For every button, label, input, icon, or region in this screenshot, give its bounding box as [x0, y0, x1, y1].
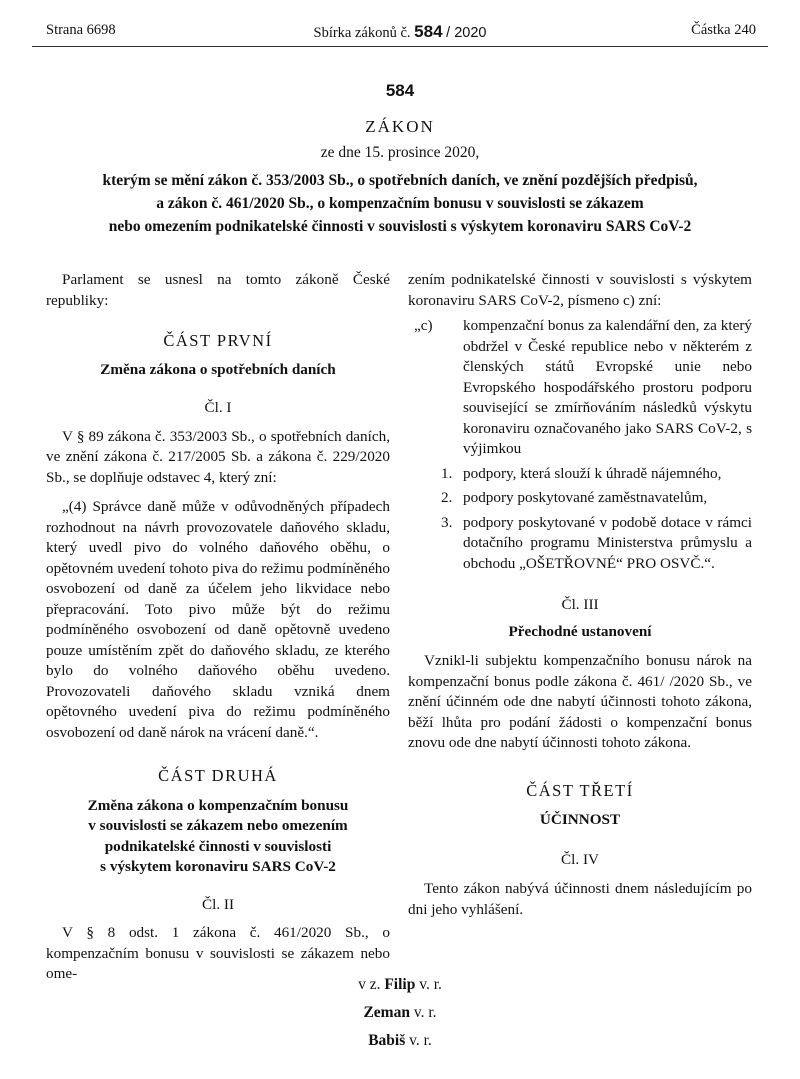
article-three-text: Vznikl-li subjektu kompenzačního bonusu nárok na kompenzační bonus podle zákona č. 461/ /2020 Sb., ve znění účinném ode dne nabytí účinnosti tohoto zákona, běží lhůta pro podání žádosti o kompenzační bonus znovu ode dne nabytí účinnosti tohoto zákona.	[408, 652, 752, 751]
part-three-subtitle: ÚČINNOST	[539, 811, 621, 828]
collection-year: / 2020	[446, 25, 487, 41]
list-subitem	[408, 513, 752, 575]
signature	[0, 976, 800, 994]
article-two-continuation: zením podnikatelské činnosti v souvislosti s výskytem koronaviru SARS CoV-2, písmeno c) zní:	[408, 271, 752, 309]
part-two-subtitle-line: podnikatelské činnosti v souvislosti	[104, 837, 332, 855]
list-subitem-text: podpory poskytované zaměstnavatelům,	[463, 489, 708, 506]
signature-suffix: v. r.	[405, 1032, 432, 1049]
part-two-subtitle-line: Změna zákona o kompenzačním bonusu	[87, 796, 349, 814]
signature	[0, 1032, 800, 1050]
law-number: 584	[385, 81, 415, 100]
right-column	[408, 270, 752, 920]
part-one-subtitle: Změna zákona o spotřebních daních	[100, 360, 336, 378]
list-item-c-label: „c)	[414, 317, 433, 334]
part-two-subtitle-line: s výskytem koronaviru SARS CoV-2	[100, 858, 336, 875]
list-item-c-text: kompenzační bonus za kalendářní den, za který obdržel v České republice nebo v některém z členských států Evropské unie nebo Evropského hospodářského prostoru podporu související se zmírňováním následků výskytu koronaviru označovaného jako SARS CoV-2, s výjimkou	[463, 317, 752, 457]
page-number: Strana 6698	[46, 22, 116, 38]
list-subitem-text: podpory poskytované v podobě dotace v rámci dotačního programu Ministerstva průmyslu a obchodu „OŠETŘOVNÉ“ PRO OSVČ.“.	[463, 513, 752, 572]
article-one-text: „(4) Správce daně může v odůvodněných případech rozhodnout na návrh provozovatele daňového skladu, který uvedl pivo do volného daňového oběhu, o opětovném uvedení tohoto piva do režimu podmíněného osvobození od daně za účelem jeho likvidace nebo přepracování. Toto pivo může být do režimu podmíněného osvobození od daně opětovně uvedeno pouze umístěním zpět do daňového skladu, ze kterého bylo do volného daňového oběhu uvedeno. Provozovateli daňového skladu vzniká dnem opětovného uvedení piva do režimu podmíněného osvobození od daně nárok na vrácení daně.“.	[46, 498, 390, 741]
list-subitem-label: 3.	[441, 513, 453, 531]
signature-suffix: v. r.	[409, 1004, 437, 1021]
subject-line: kterým se mění zákon č. 353/2003 Sb., o spotřebních daních, ve znění pozdějších předpisů,	[102, 172, 698, 189]
collection-prefix: Sbírka zákonů č.	[313, 25, 411, 41]
article-three-heading: Čl. III	[561, 596, 599, 613]
signature-name: Babiš	[368, 1032, 406, 1049]
list-subitem-text: podpory, která slouží k úhradě nájemného,	[463, 464, 722, 482]
article-four-text: Tento zákon nabývá účinnosti dnem následujícím po dni jeho vyhlášení.	[408, 880, 752, 918]
signature	[0, 1004, 800, 1022]
left-column	[46, 270, 390, 985]
collection-title	[0, 22, 800, 42]
list-subitem-label: 1.	[441, 464, 453, 482]
part-three-title: ČÁST TŘETÍ	[526, 780, 634, 800]
signature-name: Zeman	[363, 1004, 410, 1021]
part-two-title: ČÁST DRUHÁ	[158, 766, 278, 785]
part-two-subtitle	[46, 796, 390, 878]
subject-line: nebo omezením podnikatelské činnosti v souvislosti s výskytem koronaviru SARS CoV-2	[108, 218, 692, 235]
header-divider	[32, 46, 768, 47]
part-two-subtitle-line: v souvislosti se zákazem nebo omezením	[88, 817, 348, 834]
subject-line: a zákon č. 461/2020 Sb., o kompenzačním bonusu v souvislosti se zákazem	[156, 195, 644, 212]
signature-name: Filip	[384, 976, 416, 993]
list-subitem	[408, 488, 752, 509]
signature-suffix: v. r.	[415, 976, 442, 993]
part-one-title: ČÁST PRVNÍ	[163, 331, 273, 350]
list-subitem-label: 2.	[441, 489, 453, 506]
article-four-heading: Čl. IV	[561, 850, 599, 868]
preamble: Parlament se usnesl na tomto zákoně České republiky:	[46, 271, 390, 309]
law-date: ze dne 15. prosince 2020,	[320, 144, 480, 161]
article-one-intro: V § 89 zákona č. 353/2003 Sb., o spotřebních daních, ve znění zákona č. 217/2005 Sb. a zákona č. 229/2020 Sb., se doplňuje odstavec 4, který zní:	[46, 427, 390, 486]
collection-number: 584	[414, 22, 443, 41]
signature-prefix: v z.	[358, 976, 385, 993]
law-type: ZÁKON	[365, 117, 435, 136]
list-item-c	[408, 316, 752, 460]
article-one-heading: Čl. I	[204, 399, 232, 416]
law-subject	[60, 169, 740, 238]
list-subitem	[408, 464, 752, 485]
article-two-heading: Čl. II	[201, 895, 235, 913]
issue-number: Částka 240	[691, 22, 756, 38]
article-three-subtitle: Přechodné ustanovení	[508, 622, 652, 640]
article-two-intro: V § 8 odst. 1 zákona č. 461/2020 Sb., o kompenzačním bonusu v souvislosti se zákazem nebo ome-	[46, 924, 390, 982]
page-header	[0, 14, 800, 44]
